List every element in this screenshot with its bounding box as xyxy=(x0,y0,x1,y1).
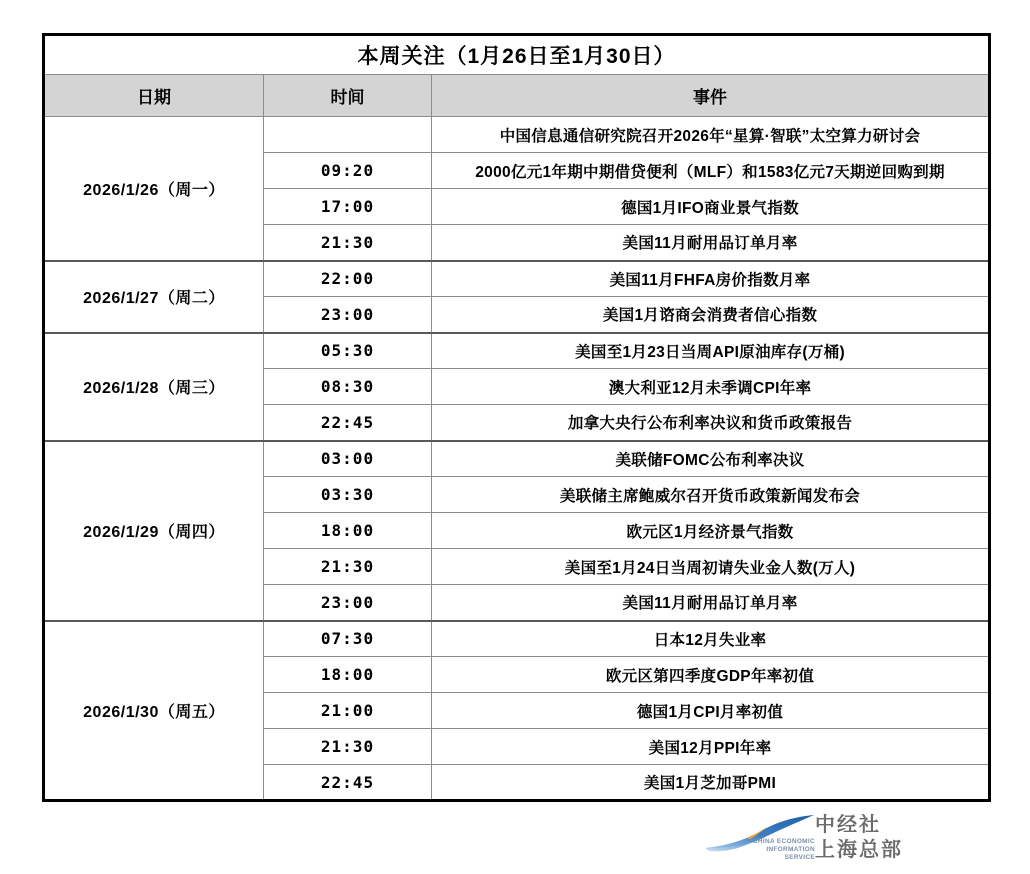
logo-cn-text xyxy=(815,813,903,863)
event-cell: 中国信息通信研究院召开2026年“星算·智联”太空算力研讨会 xyxy=(432,117,990,153)
col-header-date: 日期 xyxy=(44,75,264,117)
event-cell: 德国1月CPI月率初值 xyxy=(432,693,990,729)
table-row xyxy=(44,621,990,657)
cei-logo xyxy=(703,813,918,871)
header-row xyxy=(44,75,990,117)
table-row xyxy=(44,333,990,369)
event-cell: 美国1月谘商会消费者信心指数 xyxy=(432,297,990,333)
time-cell: 22:45 xyxy=(264,765,432,801)
logo-cn-line2: 上海总部 xyxy=(815,839,903,861)
table-title: 本周关注（1月26日至1月30日） xyxy=(44,35,990,75)
date-cell: 2026/1/28（周三） xyxy=(44,333,264,441)
logo-en-text xyxy=(745,838,815,862)
time-cell: 09:20 xyxy=(264,153,432,189)
title-row xyxy=(44,35,990,75)
time-cell: 22:00 xyxy=(264,261,432,297)
event-cell: 美国至1月23日当周API原油库存(万桶) xyxy=(432,333,990,369)
date-cell: 2026/1/29（周四） xyxy=(44,441,264,621)
event-cell: 美联储FOMC公布利率决议 xyxy=(432,441,990,477)
logo-cn-line1: 中经社 xyxy=(815,814,881,836)
event-cell: 2000亿元1年期中期借贷便利（MLF）和1583亿元7天期逆回购到期 xyxy=(432,153,990,189)
time-cell: 03:00 xyxy=(264,441,432,477)
table-row xyxy=(44,117,990,153)
event-cell: 日本12月失业率 xyxy=(432,621,990,657)
time-cell: 21:00 xyxy=(264,693,432,729)
logo-en-line2: INFORMATION SERVICE xyxy=(766,846,815,861)
event-cell: 美国1月芝加哥PMI xyxy=(432,765,990,801)
calendar-table-body xyxy=(44,117,990,801)
event-cell: 欧元区1月经济景气指数 xyxy=(432,513,990,549)
event-cell: 美国12月PPI年率 xyxy=(432,729,990,765)
time-cell: 18:00 xyxy=(264,513,432,549)
date-cell: 2026/1/30（周五） xyxy=(44,621,264,801)
date-cell: 2026/1/26（周一） xyxy=(44,117,264,261)
logo-en-line1: CHINA ECONOMIC xyxy=(752,838,815,845)
time-cell: 21:30 xyxy=(264,549,432,585)
date-cell: 2026/1/27（周二） xyxy=(44,261,264,333)
time-cell: 17:00 xyxy=(264,189,432,225)
time-cell xyxy=(264,117,432,153)
event-cell: 美联储主席鲍威尔召开货币政策新闻发布会 xyxy=(432,477,990,513)
table-row xyxy=(44,261,990,297)
time-cell: 23:00 xyxy=(264,585,432,621)
event-cell: 美国11月耐用品订单月率 xyxy=(432,585,990,621)
time-cell: 18:00 xyxy=(264,657,432,693)
time-cell: 05:30 xyxy=(264,333,432,369)
event-cell: 美国至1月24日当周初请失业金人数(万人) xyxy=(432,549,990,585)
time-cell: 22:45 xyxy=(264,405,432,441)
event-cell: 欧元区第四季度GDP年率初值 xyxy=(432,657,990,693)
time-cell: 23:00 xyxy=(264,297,432,333)
col-header-time: 时间 xyxy=(264,75,432,117)
col-header-event: 事件 xyxy=(432,75,990,117)
time-cell: 07:30 xyxy=(264,621,432,657)
event-cell: 加拿大央行公布利率决议和货币政策报告 xyxy=(432,405,990,441)
time-cell: 03:30 xyxy=(264,477,432,513)
table-row xyxy=(44,441,990,477)
event-cell: 德国1月IFO商业景气指数 xyxy=(432,189,990,225)
time-cell: 21:30 xyxy=(264,729,432,765)
time-cell: 08:30 xyxy=(264,369,432,405)
event-cell: 美国11月耐用品订单月率 xyxy=(432,225,990,261)
time-cell: 21:30 xyxy=(264,225,432,261)
weekly-focus-table xyxy=(42,33,991,802)
event-cell: 澳大利亚12月未季调CPI年率 xyxy=(432,369,990,405)
event-cell: 美国11月FHFA房价指数月率 xyxy=(432,261,990,297)
